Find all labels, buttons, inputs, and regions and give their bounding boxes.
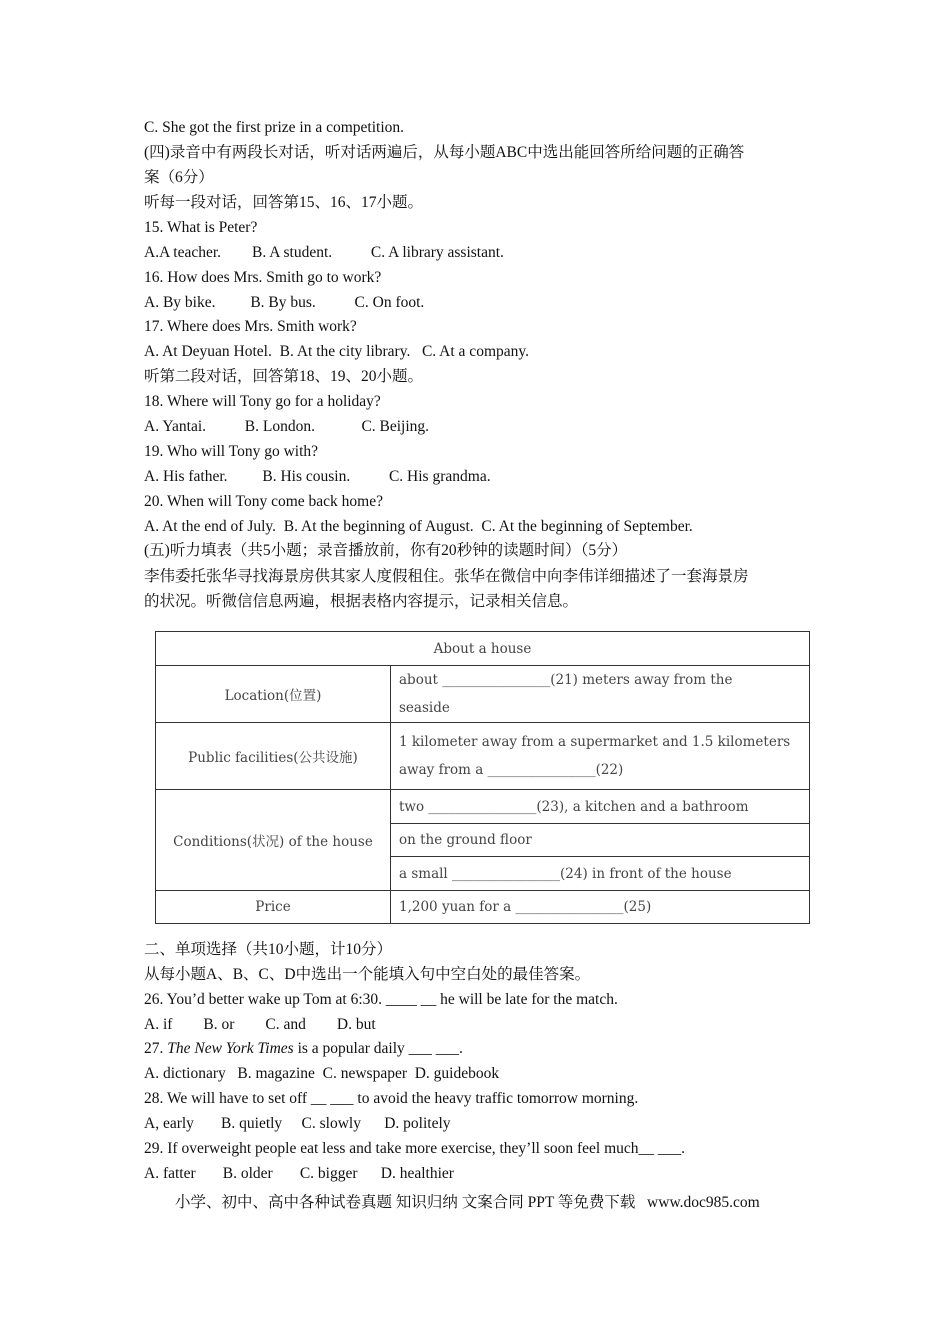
- question-18: 18. Where will Tony go for a holiday?: [144, 393, 381, 410]
- question-20: 20. When will Tony come back home?: [144, 493, 383, 510]
- section-heading: (四)录音中有两段长对话，听对话两遍后，从每小题ABC中选出能回答所给问题的正确答: [144, 144, 745, 161]
- location-value: [391, 666, 810, 723]
- conditions-row-1: two ________________(23), a kitchen and a bathroom: [391, 790, 810, 824]
- options-27: A. dictionary B. magazine C. newspaper D. guidebook: [144, 1065, 500, 1082]
- options-17: A. At Deyuan Hotel. B. At the city library. C. At a company.: [144, 343, 529, 360]
- question-26: 26. You’d better wake up Tom at 6:30. ____ __ he will be late for the match.: [144, 991, 618, 1008]
- text-line: 李伟委托张华寻找海景房供其家人度假租住。张华在微信中向李伟详细描述了一套海景房: [144, 568, 749, 585]
- house-info-table: [155, 631, 810, 924]
- question-27: [144, 1038, 463, 1060]
- conditions-row-3: a small ________________(24) in front of the house: [391, 857, 810, 891]
- table-title: About a house: [156, 632, 810, 666]
- question-28: 28. We will have to set off __ ___ to avoid the heavy traffic tomorrow morning.: [144, 1090, 639, 1107]
- question-17: 17. Where does Mrs. Smith work?: [144, 318, 357, 335]
- question-text: is a popular daily ___ ___.: [293, 1040, 463, 1057]
- question-16: 16. How does Mrs. Smith go to work?: [144, 269, 382, 286]
- price-label: Price: [156, 891, 391, 924]
- text-line: 案（6分）: [144, 169, 214, 186]
- page-footer: 小学、初中、高中各种试卷真题 知识归纳 文案合同 PPT 等免费下载 www.doc985.com: [175, 1194, 760, 1211]
- options-26: A. if B. or C. and D. but: [144, 1016, 376, 1033]
- options-20: A. At the end of July. B. At the beginning of August. C. At the beginning of September.: [144, 518, 693, 535]
- newspaper-title: The New York Times: [167, 1040, 294, 1057]
- text-line: 的状况。听微信信息两遍，根据表格内容提示，记录相关信息。: [144, 593, 579, 610]
- location-value-line-1: about ________________(21) meters away from the: [399, 672, 733, 688]
- location-label: Location(位置): [156, 666, 391, 723]
- options-16: A. By bike. B. By bus. C. On foot.: [144, 294, 425, 311]
- options-28: A, early B. quietly C. slowly D. politely: [144, 1115, 451, 1132]
- location-value-line-2: seaside: [399, 700, 450, 716]
- facilities-value-line-1: 1 kilometer away from a supermarket and 1.5 kilometers: [399, 734, 791, 750]
- facilities-label: Public facilities(公共设施): [156, 723, 391, 790]
- text-line: C. She got the first prize in a competition.: [144, 119, 405, 136]
- options-18: A. Yantai. B. London. C. Beijing.: [144, 418, 430, 435]
- conditions-row-2: on the ground floor: [391, 824, 810, 857]
- question-19: 19. Who will Tony go with?: [144, 443, 319, 460]
- instruction-line: 听第二段对话，回答第18、19、20小题。: [144, 368, 424, 385]
- question-number: 27.: [144, 1040, 164, 1057]
- options-29: A. fatter B. older C. bigger D. healthier: [144, 1165, 454, 1182]
- conditions-label: Conditions(状况) of the house: [156, 790, 391, 891]
- question-15: 15. What is Peter?: [144, 219, 258, 236]
- facilities-value-line-2: away from a ________________(22): [399, 762, 624, 778]
- section-heading: 二、单项选择（共10小题，计10分）: [144, 941, 393, 958]
- question-29: 29. If overweight people eat less and take more exercise, they’ll soon feel much__ ___.: [144, 1140, 686, 1157]
- facilities-value: [391, 723, 810, 790]
- section-heading: (五)听力填表（共5小题；录音播放前，你有20秒钟的读题时间）（5分）: [144, 542, 628, 559]
- options-19: A. His father. B. His cousin. C. His grandma.: [144, 468, 491, 485]
- instruction-line: 听每一段对话，回答第15、16、17小题。: [144, 194, 424, 211]
- instruction-line: 从每小题A、B、C、D中选出一个能填入句中空白处的最佳答案。: [144, 966, 591, 983]
- options-15: A.A teacher. B. A student. C. A library assistant.: [144, 244, 504, 261]
- price-value: 1,200 yuan for a ________________(25): [391, 891, 810, 924]
